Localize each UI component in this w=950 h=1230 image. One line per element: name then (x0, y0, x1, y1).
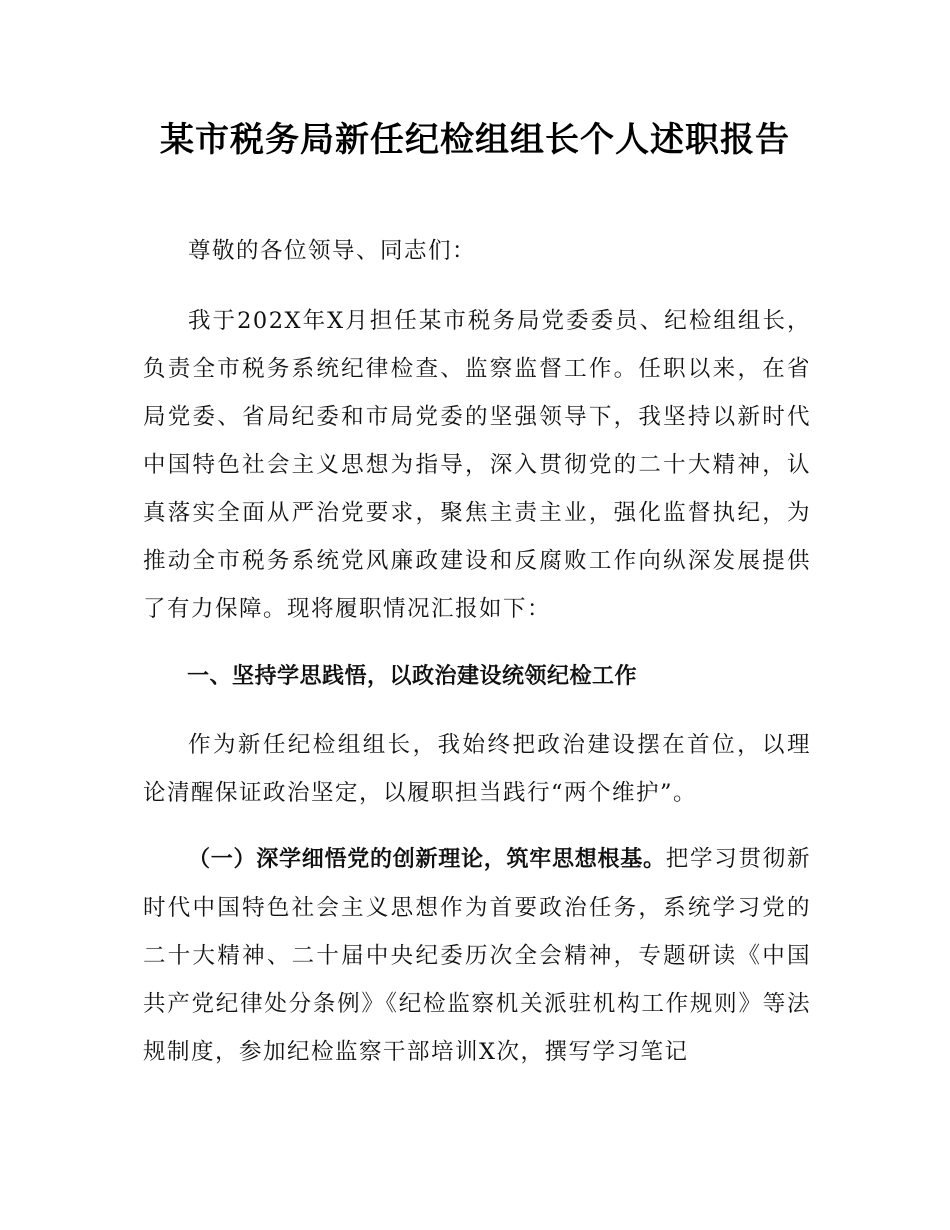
section-intro-paragraph: 作为新任纪检组组长，我始终把政治建设摆在首位，以理论清醒保证政治坚定，以履职担当践行“两个维护”。 (143, 732, 811, 806)
document-body (143, 227, 811, 1076)
subsection-paragraph (143, 835, 811, 1076)
subsection-lead: （一）深学细悟党的创新理论，筑牢思想根基。 (188, 847, 666, 872)
document-title: 某市税务局新任纪检组组长个人述职报告 (160, 120, 790, 160)
subsection-text: 把学习贯彻新时代中国特色社会主义思想作为首要政治任务，系统学习党的二十大精神、二十届中央纪委历次全会精神，专题研读《中国共产党纪律处分条例》《纪检监察机关派驻机构工作规则》等法规制度，参加纪检监察干部培训X次，撰写学习笔记 (143, 846, 811, 1065)
section-heading: 一、坚持学思践悟，以政治建设统领纪检工作 (187, 664, 638, 689)
intro-paragraph: 我于202X年X月担任某市税务局党委委员、纪检组组长，负责全市税务系统纪律检查、监察监督工作。任职以来，在省局党委、省局纪委和市局党委的坚强领导下，我坚持以新时代中国特色社会主义思想为指导，深入贯彻党的二十大精神，认真落实全面从严治党要求，聚焦主责主业，强化监督执纪，为推动全市税务系统党风廉政建设和反腐败工作向纵深发展提供了有力保障。现将履职情况汇报如下： (143, 308, 811, 622)
greeting: 尊敬的各位领导、同志们： (188, 238, 477, 264)
